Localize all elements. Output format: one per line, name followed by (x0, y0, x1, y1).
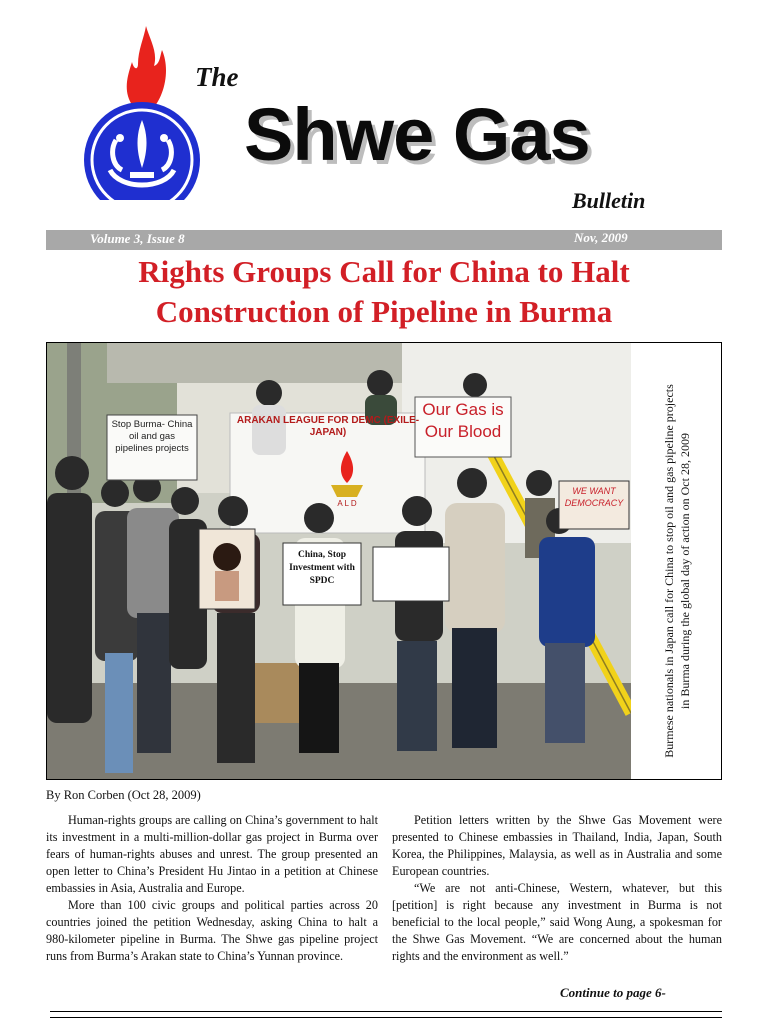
article-paragraph: More than 100 civic groups and political parties across 20 countries joined the petition Wednesday, asking China to halt a 980-kilometer pipeline in Burma. The Shwe gas pipeline project runs from Burma’s Arakan state to China’s Yunnan province. (46, 898, 378, 963)
article-paragraph: “We are not anti-Chinese, Western, whatever, but this [petition] is right because any investment in Burma is not beneficial to the local people,” said Wong Aung, a spokesman for the Shwe Gas Movement. “We are concerned about the human rights and the environment as well.” (392, 881, 722, 963)
sign-our-gas: Our Gas is Our Blood (422, 400, 504, 441)
masthead-title: Shwe Gas (244, 93, 590, 176)
article-column-right (392, 812, 722, 965)
article-paragraph: Human-rights groups are calling on China’s government to halt its investment in a multi-million-dollar gas project in Burma over fears of human-rights abuses and unrest. The group presented an open letter to China’s President Hu Jintao in a petition at Chinese embassies in Asia, Australia and Europe. (46, 813, 378, 895)
headline (46, 252, 722, 332)
shwe-gas-flame-logo-icon (80, 20, 205, 200)
banner-ald-label: A L D (337, 499, 357, 508)
headline-line-1: Rights Groups Call for China to Halt (138, 254, 630, 289)
protest-photo (47, 343, 631, 779)
issue-date: Nov, 2009 (574, 230, 628, 245)
headline-line-2: Construction of Pipeline in Burma (155, 294, 613, 329)
banner-arakan-league: ARAKAN LEAGUE FOR DEMC (EXILE-JAPAN) (236, 415, 420, 438)
article-paragraph: Petition letters written by the Shwe Gas Movement were presented to Chinese embassies in Thailand, India, Japan, South Korea, the Philippines, Malaysia, as well as in Australia and some European countries. (392, 813, 722, 878)
sign-stop-burma-china: Stop Burma- China oil and gas pipelines projects (111, 419, 193, 454)
footer-rule (50, 1017, 722, 1018)
masthead-the: The (195, 62, 239, 92)
photo-caption: Burmese nationals in Japan call for China to stop oil and gas pipeline projects in Burma during the global day of action on Oct 28, 2009 (661, 384, 692, 758)
photo-caption-panel (632, 343, 721, 779)
sign-we-want-democracy: WE WANT DEMOCRACY (564, 486, 624, 508)
issue-volume: Volume 3, Issue 8 (90, 231, 185, 246)
byline: By Ron Corben (Oct 28, 2009) (46, 788, 201, 802)
footer-rule (50, 1011, 722, 1012)
continue-link[interactable]: Continue to page 6- (560, 985, 666, 1000)
masthead-subtitle: Bulletin (572, 188, 646, 213)
sign-china-stop-investment: China, Stop Investment with SPDC (289, 550, 355, 586)
article-column-left (46, 812, 378, 965)
